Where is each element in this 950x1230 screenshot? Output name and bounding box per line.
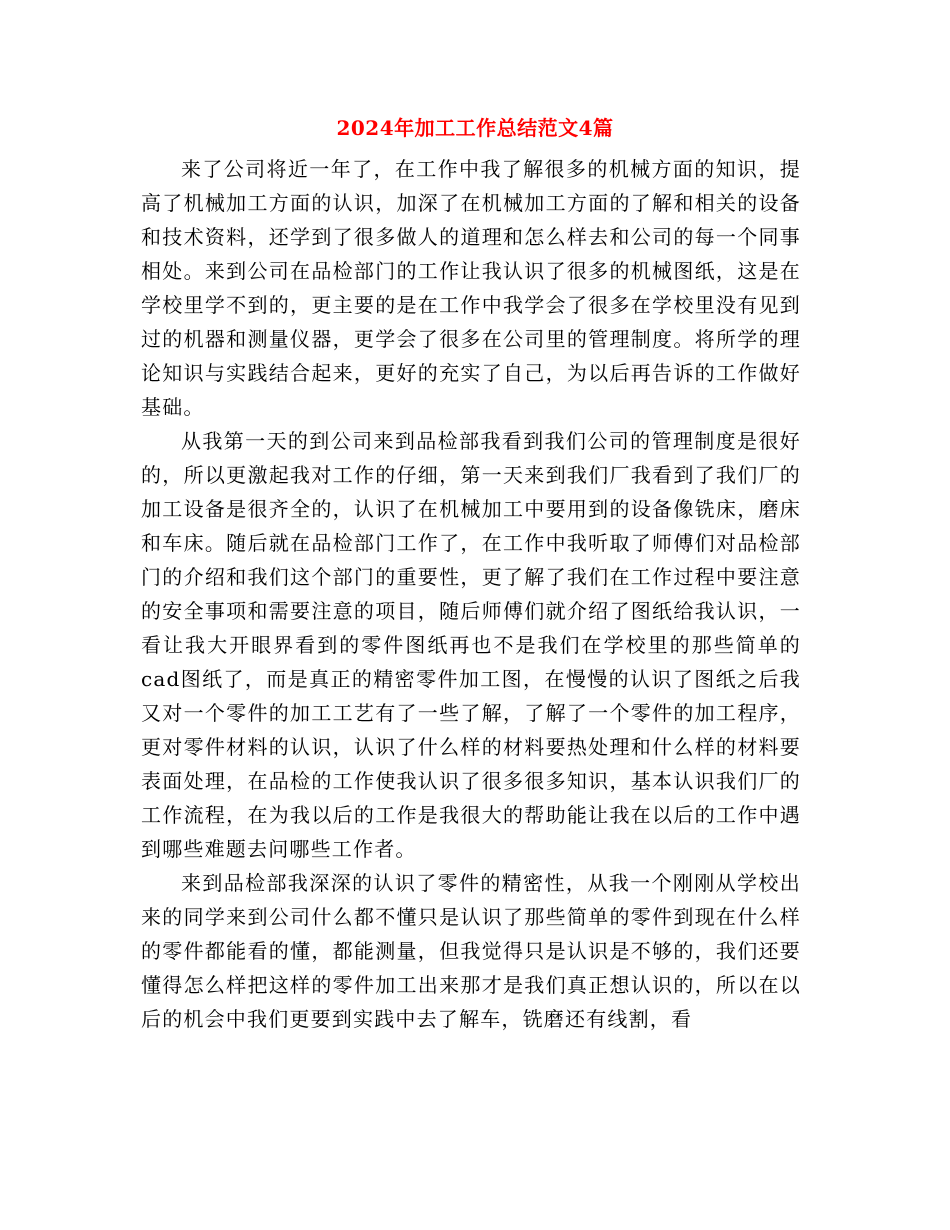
- document-body: [141, 152, 801, 1036]
- document-title: 2024年加工工作总结范文4篇: [336, 116, 614, 140]
- paragraph-3: 来到品检部我深深的认识了零件的精密性，从我一个刚刚从学校出来的同学来到公司什么都不懂只是认识了那些简单的零件到现在什么样的零件都能看的懂，都能测量，但我觉得只是认识是不够的，我们还要懂得怎么样把这样的零件加工出来那才是我们真正想认识的，所以在以后的机会中我们更要到实践中去了解车，铣磨还有线割，看: [141, 871, 801, 1031]
- paragraph-2: 从我第一天的到公司来到品检部我看到我们公司的管理制度是很好的，所以更激起我对工作的仔细，第一天来到我们厂我看到了我们厂的加工设备是很齐全的，认识了在机械加工中要用到的设备像铣床，磨床和车床。随后就在品检部门工作了，在工作中我听取了师傅们对品检部门的介绍和我们这个部门的重要性，更了解了我们在工作过程中要注意的安全事项和需要注意的项目，随后师傅们就介绍了图纸给我认识，一看让我大开眼界看到的零件图纸再也不是我们在学校里的那些简单的cad图纸了，而是真正的精密零件加工图，在慢慢的认识了图纸之后我又对一个零件的加工工艺有了一些了解，了解了一个零件的加工程序，更对零件材料的认识，认识了什么样的材料要热处理和什么样的材料要表面处理，在品检的工作使我认识了很多很多知识，基本认识我们厂的工作流程，在为我以后的工作是我很大的帮助能让我在以后的工作中遇到哪些难题去问哪些工作者。: [141, 429, 801, 861]
- paragraph-1: 来了公司将近一年了，在工作中我了解很多的机械方面的知识，提高了机械加工方面的认识，加深了在机械加工方面的了解和相关的设备和技术资料，还学到了很多做人的道理和怎么样去和公司的每一个同事相处。来到公司在品检部门的工作让我认识了很多的机械图纸，这是在学校里学不到的，更主要的是在工作中我学会了很多在学校里没有见到过的机器和测量仪器，更学会了很多在公司里的管理制度。将所学的理论知识与实践结合起来，更好的充实了自己，为以后再告诉的工作做好基础。: [141, 157, 801, 419]
